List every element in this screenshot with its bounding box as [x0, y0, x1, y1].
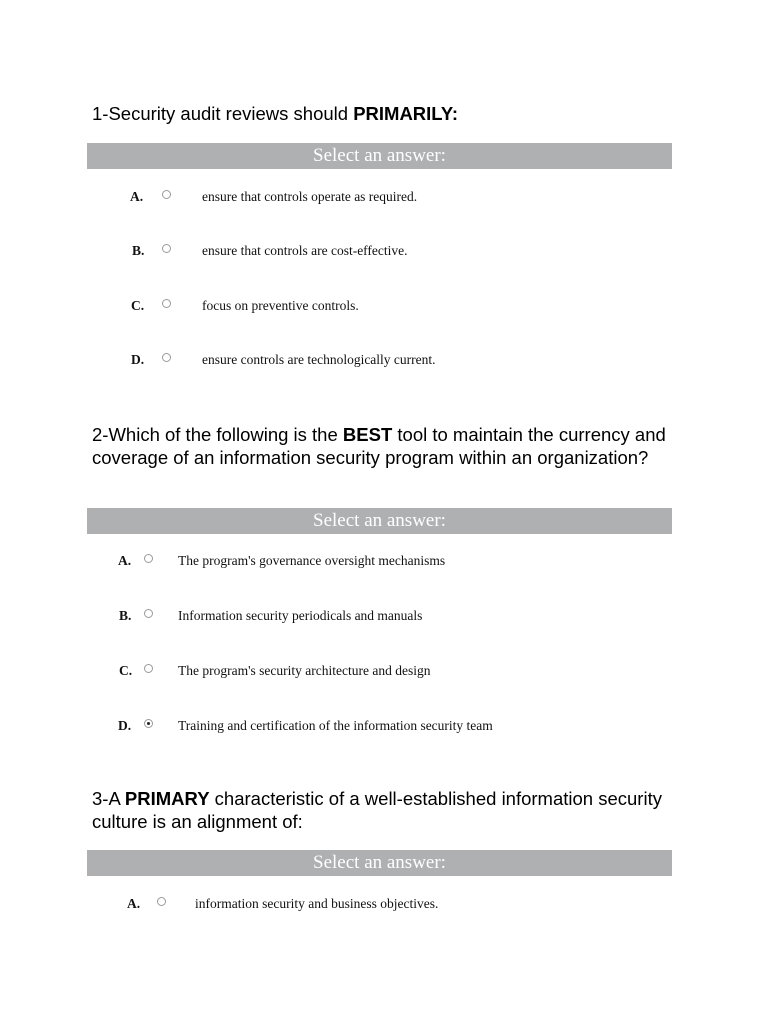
question-text-cont: characteristic of a well-established information security culture is an alignment of: — [92, 788, 662, 832]
option-letter: B. — [119, 608, 132, 623]
question-2-option-b[interactable] — [0, 606, 700, 626]
option-text: ensure controls are technologically current. — [202, 352, 436, 367]
radio-button[interactable] — [144, 554, 153, 563]
radio-button[interactable] — [144, 609, 153, 618]
option-text: The program's governance oversight mechanisms — [178, 553, 446, 568]
question-2-option-d[interactable] — [0, 716, 700, 736]
option-text: ensure that controls operate as required. — [202, 189, 418, 204]
question-1-option-c[interactable] — [0, 296, 700, 316]
question-number: 1- — [92, 103, 109, 124]
option-letter: D. — [118, 718, 132, 733]
option-text: Training and certification of the information security team — [178, 718, 493, 733]
option-letter: B. — [132, 243, 145, 258]
radio-button[interactable] — [162, 244, 171, 253]
question-text: Security audit reviews should — [108, 103, 354, 124]
question-text-cont: tool to maintain the currency and coverage of an information security program within an organization? — [92, 424, 666, 468]
option-letter: A. — [127, 896, 141, 911]
option-text: focus on preventive controls. — [202, 298, 359, 313]
question-1-text — [92, 103, 692, 126]
option-text: Information security periodicals and manuals — [178, 608, 423, 623]
radio-button[interactable] — [162, 353, 171, 362]
question-1-option-a[interactable] — [0, 187, 700, 207]
question-2-text — [92, 424, 692, 469]
question-3-text — [92, 788, 692, 833]
question-text: Which of the following is the — [108, 424, 343, 445]
radio-button-selected[interactable] — [144, 719, 153, 728]
question-3-option-a[interactable] — [0, 894, 700, 914]
question-2-option-c[interactable] — [0, 661, 700, 681]
question-emphasis: PRIMARILY: — [353, 103, 459, 124]
select-answer-banner: Select an answer: — [87, 850, 672, 876]
radio-button[interactable] — [144, 664, 153, 673]
option-letter: A. — [118, 553, 132, 568]
radio-button[interactable] — [157, 897, 166, 906]
option-text: ensure that controls are cost-effective. — [202, 243, 408, 258]
option-letter: C. — [131, 298, 145, 313]
question-1-option-d[interactable] — [0, 350, 700, 370]
option-text: information security and business objectives. — [195, 896, 439, 911]
question-number: 3- — [92, 788, 109, 809]
radio-button[interactable] — [162, 190, 171, 199]
question-emphasis: BEST — [342, 424, 393, 445]
option-text: The program's security architecture and design — [178, 663, 431, 678]
question-number: 2- — [92, 424, 109, 445]
question-1-option-b[interactable] — [0, 241, 700, 261]
question-2-option-a[interactable] — [0, 551, 700, 571]
question-emphasis: PRIMARY — [124, 788, 210, 809]
radio-button[interactable] — [162, 299, 171, 308]
option-letter: D. — [131, 352, 145, 367]
option-letter: A. — [130, 189, 144, 204]
question-text: A — [108, 788, 125, 809]
select-answer-banner: Select an answer: — [87, 143, 672, 169]
select-answer-banner: Select an answer: — [87, 508, 672, 534]
option-letter: C. — [119, 663, 133, 678]
